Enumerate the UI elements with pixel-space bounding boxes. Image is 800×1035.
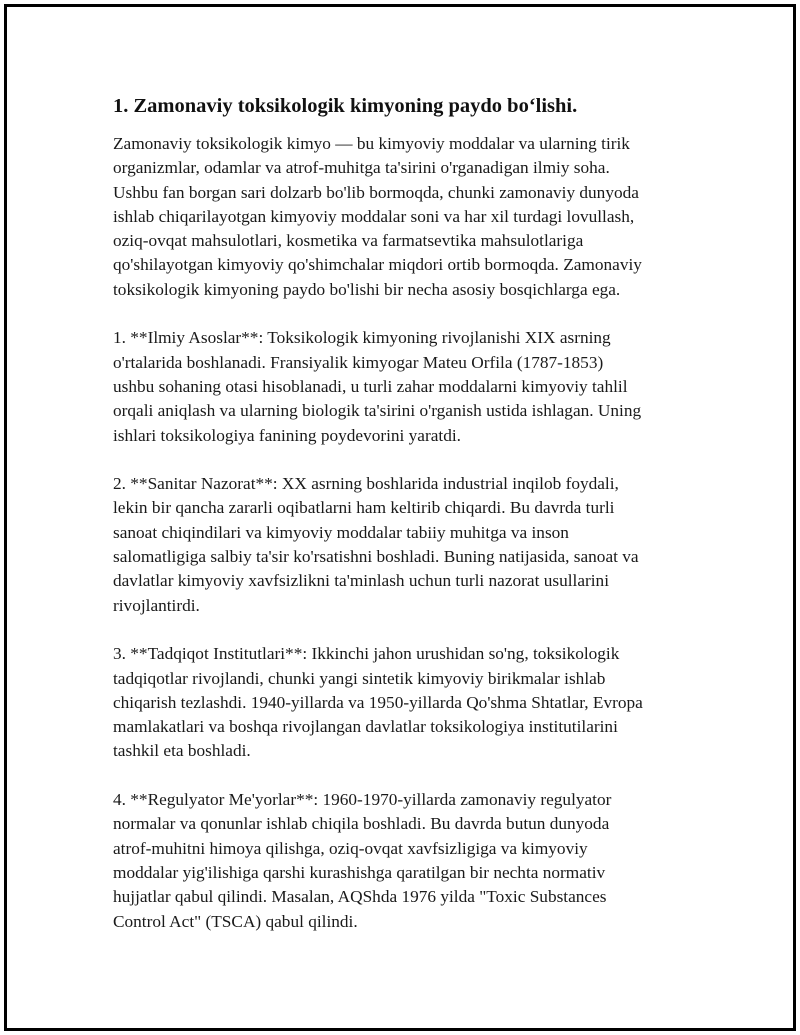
text-line: 3. **Tadqiqot Institutlari**: Ikkinchi jahon urushidan so'ng, toksikologik <box>113 644 620 664</box>
text-line: toksikologik kimyoning paydo bo'lishi bir necha asosiy bosqichlarga ega. <box>113 279 621 299</box>
text-line: davlatlar kimyoviy xavfsizlikni ta'minlash uchun turli nazorat usullarini <box>113 571 609 591</box>
text-line: orqali aniqlash va ularning biologik ta'sirini o'rganish ustida ishlagan. Uning <box>113 401 642 421</box>
text-line: normalar va qonunlar ishlab chiqila boshladi. Bu davrda butun dunyoda <box>113 814 610 834</box>
text-line: Ushbu fan borgan sari dolzarb bo'lib bormoqda, chunki zamonaviy dunyoda <box>113 182 639 202</box>
paragraph-item-4 <box>113 788 693 934</box>
text-line: qo'shilayotgan kimyoviy qo'shimchalar miqdori ortib bormoqda. Zamonaviy <box>113 255 642 275</box>
paragraph-item-2 <box>113 472 693 618</box>
paragraph-item-1 <box>113 326 693 447</box>
text-line: atrof-muhitni himoya qilishga, oziq-ovqat xavfsizligiga va kimyoviy <box>113 838 588 858</box>
text-line: hujjatlar qabul qilindi. Masalan, AQShda 1976 yilda "Toxic Substances <box>113 887 607 907</box>
text-line: 2. **Sanitar Nazorat**: XX asrning boshlarida industrial inqilob foydali, <box>113 474 619 494</box>
text-line: ushbu sohaning otasi hisoblanadi, u turli zahar moddalarni kimyoviy tahlil <box>113 376 628 396</box>
document-body <box>113 92 693 958</box>
text-line: mamlakatlari va boshqa rivojlangan davlatlar toksikologiya institutilarini <box>113 717 618 737</box>
text-line: salomatligiga salbiy ta'sir ko'rsatishni boshladi. Buning natijasida, sanoat va <box>113 547 639 567</box>
text-line: organizmlar, odamlar va atrof-muhitga ta'sirini o'rganadigan ilmiy soha. <box>113 158 610 178</box>
text-line: lekin bir qancha zararli oqibatlarni ham keltirib chiqardi. Bu davrda turli <box>113 498 615 518</box>
paragraph-intro <box>113 132 693 302</box>
text-line: Zamonaviy toksikologik kimyo — bu kimyoviy moddalar va ularning tirik <box>113 134 630 153</box>
paragraph-item-3 <box>113 642 693 763</box>
text-line: Control Act" (TSCA) qabul qilindi. <box>113 911 358 931</box>
page-title: 1. Zamonaviy toksikologik kimyoning paydo bo‘lishi. <box>113 95 578 117</box>
text-line: tashkil eta boshladi. <box>113 741 251 761</box>
text-line: 4. **Regulyator Me'yorlar**: 1960-1970-yillarda zamonaviy regulyator <box>113 790 612 810</box>
text-line: ishlari toksikologiya fanining poydevorini yaratdi. <box>113 425 461 445</box>
text-line: tadqiqotlar rivojlandi, chunki yangi sintetik kimyoviy birikmalar ishlab <box>113 668 606 688</box>
text-line: ishlab chiqarilayotgan kimyoviy moddalar soni va har xil turdagi lovullash, <box>113 206 635 226</box>
text-line: 1. **Ilmiy Asoslar**: Toksikologik kimyoning rivojlanishi XIX asrning <box>113 328 611 348</box>
text-line: rivojlantirdi. <box>113 595 200 615</box>
text-line: sanoat chiqindilari va kimyoviy moddalar tabiiy muhitga va inson <box>113 522 569 542</box>
text-line: moddalar yig'ilishiga qarshi kurashishga qaratilgan bir nechta normativ <box>113 862 606 882</box>
text-line: o'rtalarida boshlanadi. Fransiyalik kimyogar Mateu Orfila (1787-1853) <box>113 352 604 372</box>
text-line: oziq-ovqat mahsulotlari, kosmetika va farmatsevtika mahsulotlariga <box>113 231 584 251</box>
text-line: chiqarish tezlashdi. 1940-yillarda va 1950-yillarda Qo'shma Shtatlar, Evropa <box>113 692 643 712</box>
